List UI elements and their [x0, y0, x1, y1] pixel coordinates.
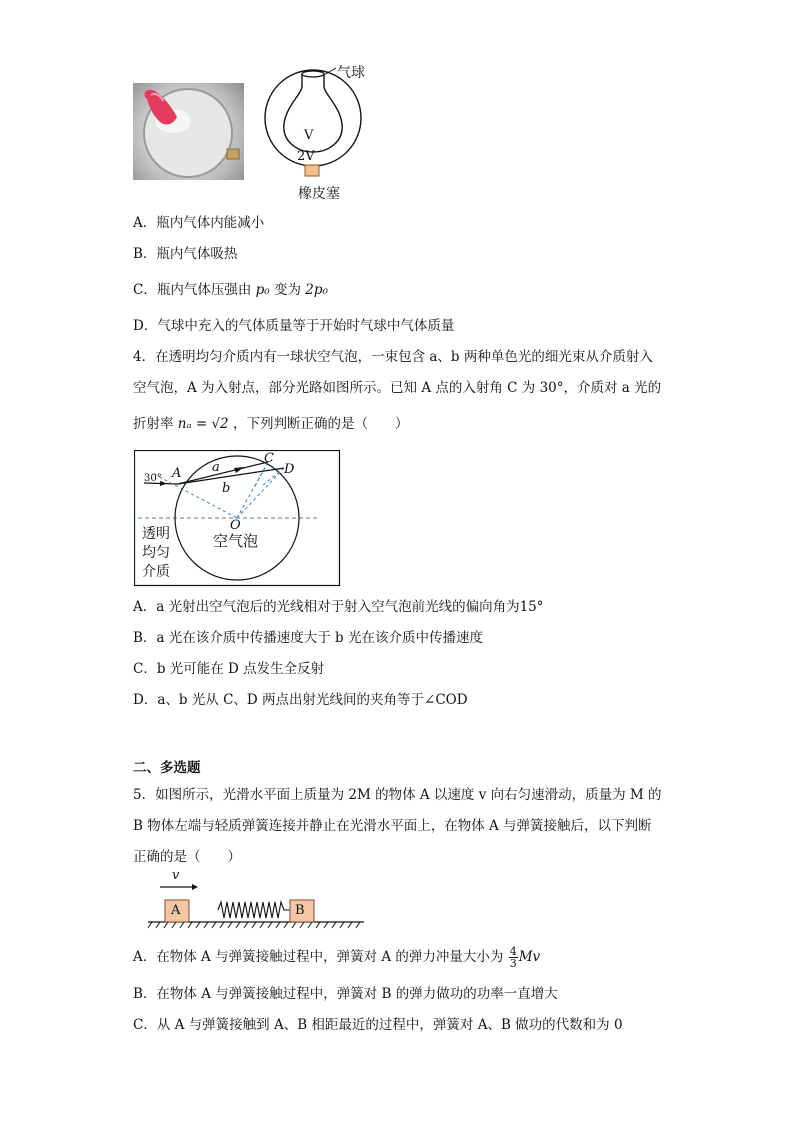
q4-center-o-label: O	[230, 518, 241, 533]
q5-option-a-suffix: Mv	[518, 949, 541, 965]
q5-block-b-label: B	[295, 903, 305, 918]
q4-option-c: C．b 光可能在 D 点发生全反射	[133, 661, 325, 677]
q3-option-c-2p0: 2p₀	[305, 282, 328, 298]
q4-stem-prefix: 折射率	[133, 416, 174, 432]
q3-option-c-prefix: C．瓶内气体压强由	[133, 282, 252, 298]
q3-option-c	[133, 281, 328, 299]
q4-ray-a-label: a	[212, 460, 220, 475]
q4-option-a: A．a 光射出空气泡后的光线相对于射入空气泡前光线的偏向角为15°	[133, 599, 544, 615]
q5-fraction-numerator: 4	[509, 945, 517, 958]
q4-point-d-label: D	[284, 462, 295, 477]
q4-stem-suffix: ，下列判断正确的是（ ）	[232, 416, 409, 432]
q5-fraction-denominator: 3	[509, 957, 517, 970]
q4-point-a-label: A	[172, 466, 182, 481]
q5-velocity-label: v	[172, 868, 180, 883]
volume-outer-label: 2V	[297, 149, 315, 164]
q4-medium-label	[142, 525, 170, 582]
q5-option-a-fraction	[509, 946, 518, 969]
stopper-label: 橡皮塞	[298, 186, 340, 202]
q4-medium-line1: 透明	[142, 526, 170, 542]
q4-stem-line1: 4．在透明均匀介质内有一球状空气泡，一束包含 a、b 两种单色光的细光束从介质射入	[133, 349, 653, 365]
q5-option-b: B．在物体 A 与弹簧接触过程中，弹簧对 B 的弹力做功的功率一直增大	[133, 986, 558, 1002]
q5-option-a	[133, 945, 540, 969]
q4-stem-line3	[133, 415, 408, 433]
q4-bubble-label: 空气泡	[213, 532, 259, 550]
q4-medium-line2: 均匀	[142, 545, 170, 561]
photo-illustration	[133, 83, 244, 180]
q4-option-d: D．a、b 光从 C、D 两点出射光线间的夹角等于∠COD	[133, 692, 468, 708]
volume-inner-label: V	[304, 128, 314, 143]
q3-option-d: D．气球中充入的气体质量等于开始时气球中气体质量	[133, 318, 455, 334]
q3-option-c-mid: 变为	[274, 282, 301, 298]
section-title-multi-choice: 二、多选题	[133, 760, 201, 776]
balloon-label: 气球	[337, 65, 365, 81]
q4-option-b: B．a 光在该介质中传播速度大于 b 光在该介质中传播速度	[133, 630, 483, 646]
q4-medium-line3: 介质	[142, 564, 170, 580]
q3-option-b: B．瓶内气体吸热	[133, 246, 238, 262]
q4-point-c-label: C	[264, 451, 274, 466]
q5-stem-line2: B 物体左端与轻质弹簧连接并静止在光滑水平面上，在物体 A 与弹簧接触后，以下判断	[133, 818, 652, 834]
q5-option-a-prefix: A．在物体 A 与弹簧接触过程中，弹簧对 A 的弹力冲量大小为	[133, 949, 504, 965]
q5-block-a-label: A	[171, 903, 181, 918]
q5-spring-blocks-diagram	[148, 870, 370, 934]
flask-balloon-photo	[133, 83, 244, 180]
q5-stem-line1: 5．如图所示，光滑水平面上质量为 2M 的物体 A 以速度 v 向右匀速滑动，质量为 M 的	[133, 787, 662, 803]
q4-stem-line2: 空气泡，A 为入射点，部分光路如图所示。已知 A 点的入射角 C 为 30°，介质对 a 光的	[133, 380, 662, 396]
q3-option-a: A．瓶内气体内能减小	[133, 215, 265, 231]
q4-ray-b-label: b	[222, 481, 231, 496]
q4-angle-label: 30°	[144, 473, 162, 484]
q3-option-c-p0: p₀	[255, 282, 270, 298]
q5-stem-line3: 正确的是（ ）	[133, 849, 241, 865]
q5-option-c: C．从 A 与弹簧接触到 A、B 相距最近的过程中，弹簧对 A、B 做功的代数和为 0	[133, 1017, 623, 1033]
q4-refractive-index: nₐ = √2	[177, 416, 229, 432]
